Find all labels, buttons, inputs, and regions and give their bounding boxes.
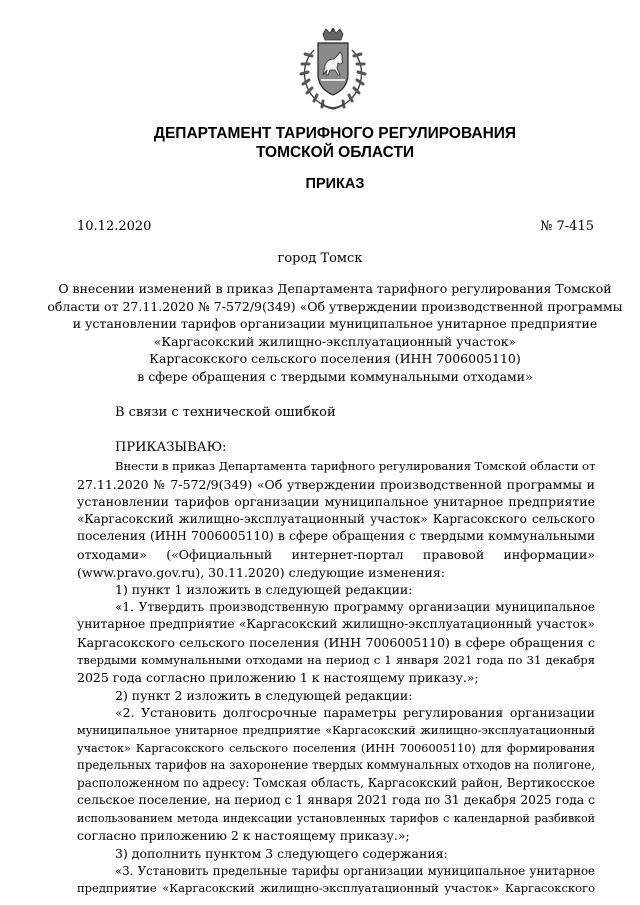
body-line: 27.11.2020 № 7-572/9(349) «Об утверждении производственной программы и [77,476,595,492]
coat-of-arms-emblem [292,28,374,112]
body-line: предприятие «Каргасокский жилищно-эксплуатационный участок» Каргасокского [77,881,595,896]
body-line: 2) пункт 2 изложить в следующей редакции: [115,687,413,703]
order-word: ПРИКАЗЫВАЮ: [115,440,227,455]
city: город Томск [277,251,363,266]
body-line: твердыми коммунальными отходами на период с 1 января 2021 года по 31 декабря [77,652,595,667]
document-date: 10.12.2020 [77,219,152,234]
document-type: ПРИКАЗ [305,176,365,192]
body-line: расположенном по адресу: Томская область, Каргасокский район, Вертикосское [77,775,595,790]
body-line: Внести в приказ Департамента тарифного регулирования Томской области от [115,459,595,473]
body-line: (www.pravo.gov.ru), 30.11.2020) следующие изменения: [77,564,445,580]
body-line: предельных тарифов на захоронение твердых коммунальных отходов на полигоне, [77,758,595,773]
subject-line: в сфере обращения с твердыми коммунальными отходами» [137,368,533,384]
body-line: унитарное предприятие «Каргасокский жилищно-эксплуатационный участок» [77,617,595,632]
body-line: отходами» («Официальный интернет-портал правовой информации» [77,546,595,562]
body-line: 3) дополнить пунктом 3 следующего содержания: [115,846,448,862]
body-line: Каргасокского сельского поселения (ИНН 7006005110) в сфере обращения с [77,634,595,650]
order-body [77,458,595,898]
organization-name-line2: ТОМСКОЙ ОБЛАСТИ [255,144,415,161]
body-line: установлении тарифов организации муниципальное унитарное предприятие [77,494,595,510]
reason-text: В связи с технической ошибкой [115,405,336,420]
document-number: № 7-415 [540,219,594,234]
body-line: 2025 года согласно приложению 1 к настоящему приказу.»; [77,670,479,686]
body-line: муниципальное унитарное предприятие «Каргасокский жилищно-эксплуатационный [77,723,595,737]
body-line: «1. Утвердить производственную программу организации муниципальное [115,599,595,614]
body-line: участок» Каргасокского сельского поселения (ИНН 7006005110) для формирования [77,741,595,755]
body-line: 1) пункт 1 изложить в следующей редакции: [115,582,413,598]
body-line: поселения (ИНН 7006005110) в сфере обращения с твердыми коммунальными [77,529,595,544]
body-line: использованием метода индексации установленных тарифов с календарной разбивкой [77,811,595,825]
organization-name-line1: ДЕПАРТАМЕНТ ТАРИФНОГО РЕГУЛИРОВАНИЯ [153,125,517,142]
body-line: «3. Установить предельные тарифы организации муниципальное унитарное [115,863,595,878]
body-line: «Каргасокский жилищно-эксплуатационный участок» Каргасокского сельского [77,511,595,526]
subject-line: и установлении тарифов организации муниципальное унитарное предприятие [72,316,598,331]
subject-line: Каргасокского сельского поселения (ИНН 7006005110) [149,351,521,366]
body-line: согласно приложению 2 к настоящему приказу.»; [77,828,410,844]
subject-line: «Каргасокский жилищно-эксплуатационный участок» [153,333,517,349]
body-line: «2. Установить долгосрочные параметры регулирования организации [115,705,595,721]
body-line: сельское поселение, на период с 1 января 2021 года по 31 декабря 2025 года с [77,793,595,808]
subject-line: О внесении изменений в приказ Департамента тарифного регулирования Томской [58,281,612,296]
document-subject [40,280,630,385]
subject-line: области от 27.11.2020 № 7-572/9(349) «Об утверждении производственной программы [47,298,623,314]
